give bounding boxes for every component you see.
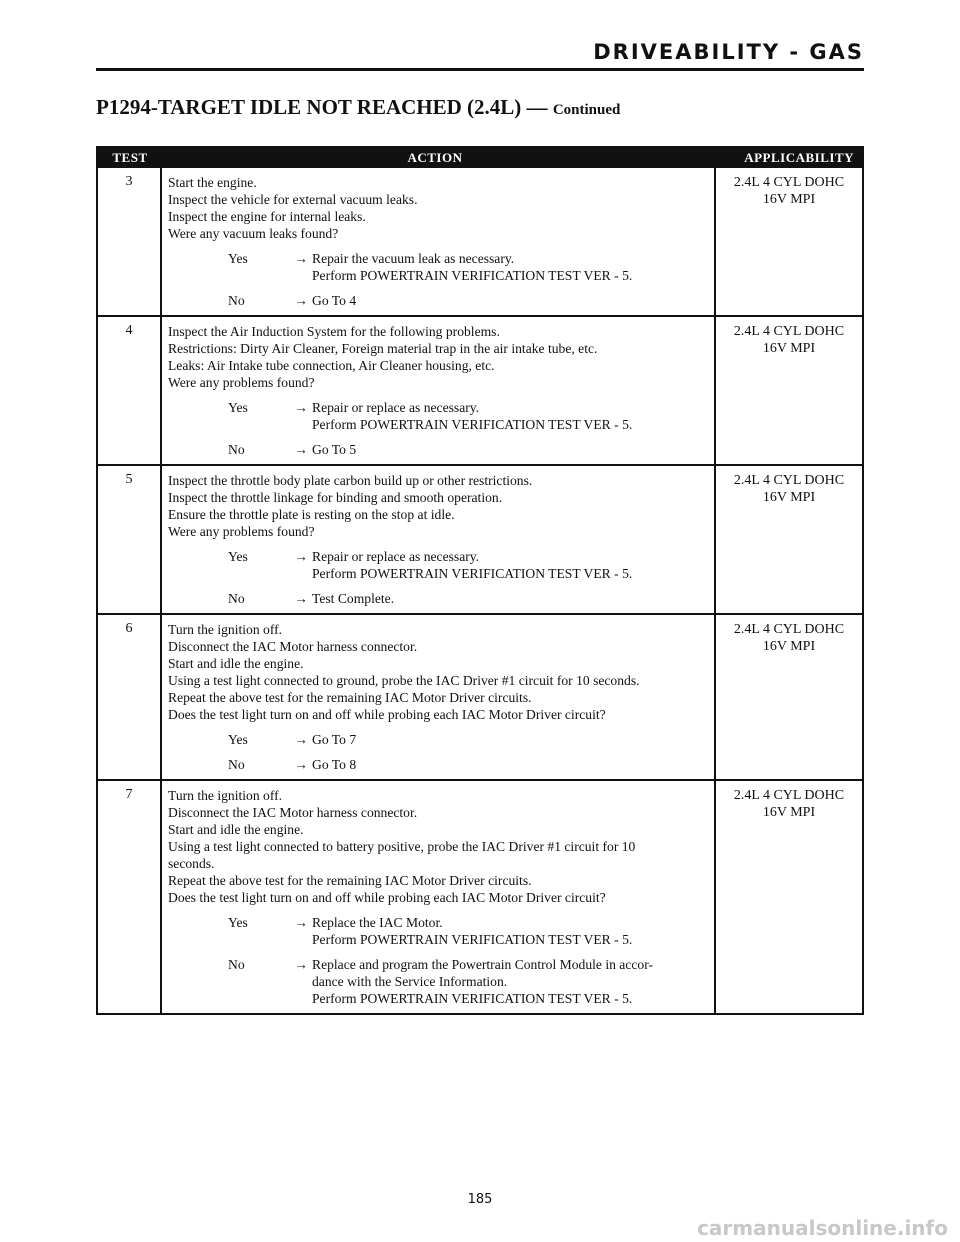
no-result (312, 756, 710, 773)
page-title-main: P1294-TARGET IDLE NOT REACHED (2.4L) — (96, 95, 548, 119)
diagnostic-table (96, 146, 864, 1015)
applicability-line: 16V MPI (762, 490, 816, 505)
no-result-line: Go To 5 (312, 442, 357, 457)
right-arrow-icon: → (294, 915, 308, 930)
no-result (312, 956, 710, 1007)
no-label: No (228, 293, 245, 308)
test-number: 5 (98, 466, 162, 613)
action-line: Were any vacuum leaks found? (168, 226, 339, 241)
action-cell (162, 317, 716, 464)
yes-result-line: Perform POWERTRAIN VERIFICATION TEST VER - 5. (312, 417, 633, 432)
no-label: No (228, 591, 245, 606)
yes-result (312, 399, 710, 433)
yes-result (312, 250, 710, 284)
applicability-line: 2.4L 4 CYL DOHC (733, 788, 845, 803)
action-line: Inspect the Air Induction System for the following problems. (168, 324, 500, 339)
right-arrow-icon: → (294, 732, 308, 747)
yes-result-line: Perform POWERTRAIN VERIFICATION TEST VER - 5. (312, 932, 633, 947)
action-line: Repeat the above test for the remaining IAC Motor Driver circuits. (168, 873, 532, 888)
section-header: DRIVEABILITY - GAS (593, 40, 864, 64)
action-line: Disconnect the IAC Motor harness connector. (168, 805, 418, 820)
applicability-line: 2.4L 4 CYL DOHC (733, 324, 845, 339)
yes-label: Yes (228, 915, 248, 930)
action-line: Start and idle the engine. (168, 822, 304, 837)
table-header (98, 148, 862, 168)
no-result (312, 441, 710, 458)
applicability-cell (716, 168, 862, 315)
no-result (312, 292, 710, 309)
yes-result-line: Replace the IAC Motor. (312, 915, 443, 930)
applicability-line: 16V MPI (762, 639, 816, 654)
no-label: No (228, 442, 245, 457)
right-arrow-icon: → (294, 591, 308, 606)
page-number: 185 (467, 1192, 493, 1207)
action-line: Inspect the throttle linkage for binding and smooth operation. (168, 490, 503, 505)
no-label: No (228, 957, 245, 972)
no-result-line: Replace and program the Powertrain Control Module in accor- (312, 957, 653, 972)
action-line: Were any problems found? (168, 375, 315, 390)
action-cell (162, 615, 716, 779)
yes-result-line: Perform POWERTRAIN VERIFICATION TEST VER - 5. (312, 566, 633, 581)
yes-label: Yes (228, 732, 248, 747)
yes-result (312, 914, 710, 948)
no-branch (168, 590, 710, 607)
no-result-line: Go To 4 (312, 293, 357, 308)
action-line: Restrictions: Dirty Air Cleaner, Foreign material trap in the air intake tube, etc. (168, 341, 598, 356)
test-number: 6 (98, 615, 162, 779)
page-title (96, 95, 620, 120)
action-cell (162, 168, 716, 315)
yes-branch (168, 731, 710, 748)
yes-result-line: Repair or replace as necessary. (312, 400, 480, 415)
action-line: Disconnect the IAC Motor harness connector. (168, 639, 418, 654)
applicability-line: 16V MPI (762, 192, 816, 207)
action-cell (162, 466, 716, 613)
yes-label: Yes (228, 251, 248, 266)
column-header-action: ACTION (407, 150, 463, 165)
no-result-line: Go To 8 (312, 757, 357, 772)
action-line: seconds. (168, 856, 215, 871)
no-result-line: Test Complete. (312, 591, 395, 606)
applicability-cell (716, 781, 862, 1013)
no-result (312, 590, 710, 607)
no-branch (168, 956, 710, 1007)
applicability-cell (716, 466, 862, 613)
yes-result (312, 548, 710, 582)
action-line: Turn the ignition off. (168, 622, 283, 637)
yes-label: Yes (228, 549, 248, 564)
action-line: Does the test light turn on and off while probing each IAC Motor Driver circuit? (168, 890, 606, 905)
action-line: Turn the ignition off. (168, 788, 283, 803)
yes-branch (168, 250, 710, 284)
page-title-continued: Continued (552, 102, 621, 118)
action-line: Does the test light turn on and off while probing each IAC Motor Driver circuit? (168, 707, 606, 722)
right-arrow-icon: → (294, 251, 308, 266)
table-row (98, 168, 862, 315)
action-line: Start and idle the engine. (168, 656, 304, 671)
action-cell (162, 781, 716, 1013)
table-row (98, 779, 862, 1013)
action-line: Using a test light connected to ground, probe the IAC Driver #1 circuit for 10 seconds. (168, 673, 640, 688)
applicability-line: 2.4L 4 CYL DOHC (733, 622, 845, 637)
action-line: Using a test light connected to battery positive, probe the IAC Driver #1 circuit for 10 (168, 839, 636, 854)
applicability-cell (716, 615, 862, 779)
right-arrow-icon: → (294, 442, 308, 457)
applicability-line: 16V MPI (762, 805, 816, 820)
right-arrow-icon: → (294, 957, 308, 972)
table-row (98, 613, 862, 779)
test-number: 4 (98, 317, 162, 464)
right-arrow-icon: → (294, 549, 308, 564)
right-arrow-icon: → (294, 757, 308, 772)
yes-label: Yes (228, 400, 248, 415)
action-line: Inspect the engine for internal leaks. (168, 209, 366, 224)
yes-result-line: Repair or replace as necessary. (312, 549, 480, 564)
column-header-applicability: APPLICABILITY (744, 150, 854, 165)
table-row (98, 315, 862, 464)
no-result-line: Perform POWERTRAIN VERIFICATION TEST VER - 5. (312, 991, 633, 1006)
right-arrow-icon: → (294, 293, 308, 308)
applicability-cell (716, 317, 862, 464)
applicability-line: 2.4L 4 CYL DOHC (733, 175, 845, 190)
action-line: Start the engine. (168, 175, 257, 190)
action-line: Were any problems found? (168, 524, 315, 539)
action-line: Ensure the throttle plate is resting on the stop at idle. (168, 507, 455, 522)
table-body (98, 168, 862, 1013)
no-branch (168, 441, 710, 458)
header-rule (96, 68, 864, 71)
action-line: Repeat the above test for the remaining IAC Motor Driver circuits. (168, 690, 532, 705)
applicability-line: 2.4L 4 CYL DOHC (733, 473, 845, 488)
yes-result-line: Perform POWERTRAIN VERIFICATION TEST VER - 5. (312, 268, 633, 283)
yes-result-line: Repair the vacuum leak as necessary. (312, 251, 515, 266)
action-line: Inspect the throttle body plate carbon build up or other restrictions. (168, 473, 533, 488)
table-row (98, 464, 862, 613)
no-branch (168, 756, 710, 773)
test-number: 3 (98, 168, 162, 315)
no-branch (168, 292, 710, 309)
yes-result-line: Go To 7 (312, 732, 357, 747)
yes-result (312, 731, 710, 748)
applicability-line: 16V MPI (762, 341, 816, 356)
column-header-test: TEST (112, 150, 148, 165)
yes-branch (168, 548, 710, 582)
no-result-line: dance with the Service Information. (312, 974, 508, 989)
action-line: Inspect the vehicle for external vacuum leaks. (168, 192, 418, 207)
action-line: Leaks: Air Intake tube connection, Air Cleaner housing, etc. (168, 358, 495, 373)
yes-branch (168, 399, 710, 433)
yes-branch (168, 914, 710, 948)
test-number: 7 (98, 781, 162, 1013)
right-arrow-icon: → (294, 400, 308, 415)
no-label: No (228, 757, 245, 772)
watermark: carmanualsonline.info (697, 1216, 948, 1240)
